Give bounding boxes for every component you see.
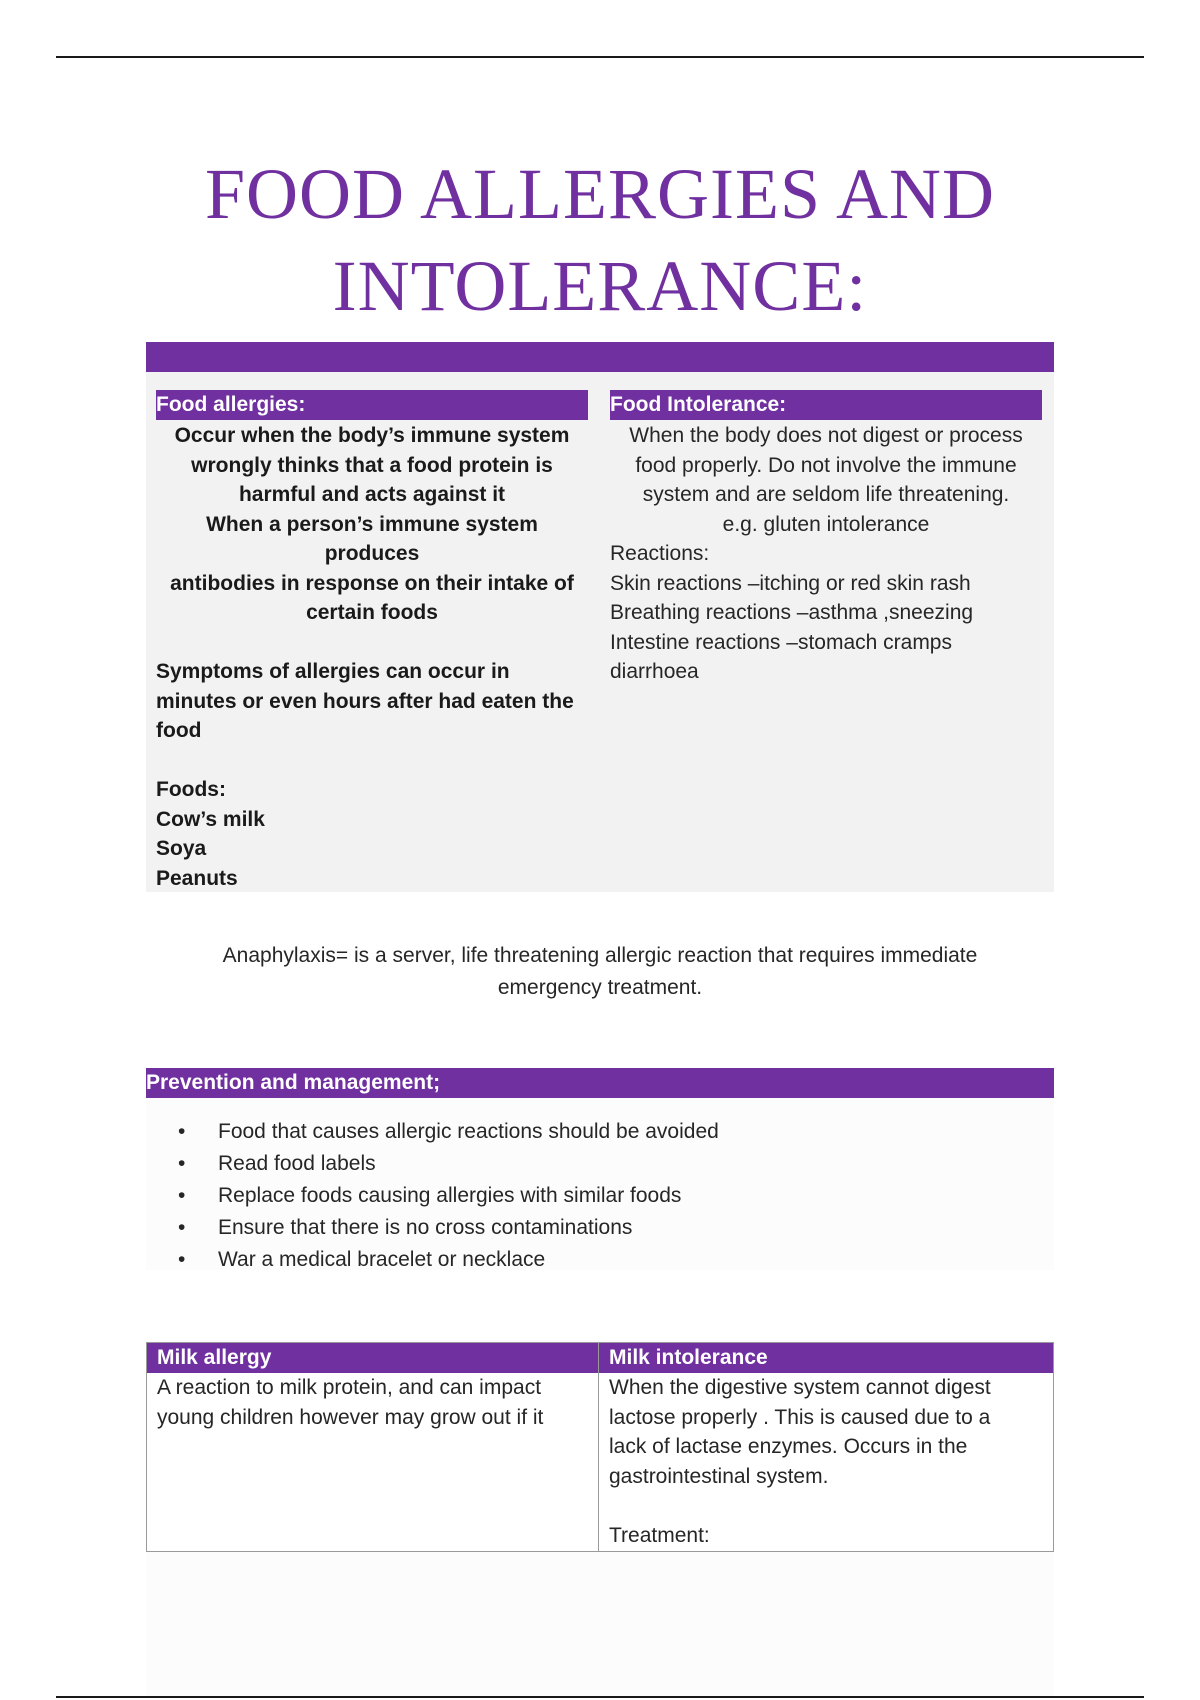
bullet-icon: • bbox=[178, 1152, 186, 1175]
milk-intolerance-line: lactose properly . This is caused due to a bbox=[609, 1405, 991, 1429]
milk-intolerance-cell bbox=[599, 1343, 1053, 1551]
prevention-header: Prevention and management; bbox=[146, 1068, 1054, 1098]
allergies-intro-line: harmful and acts against it bbox=[238, 483, 506, 506]
list-item bbox=[146, 1180, 1054, 1212]
allergies-foods bbox=[156, 775, 588, 893]
anaphylaxis-line: emergency treatment. bbox=[497, 976, 703, 999]
list-item-text: War a medical bracelet or necklace bbox=[218, 1248, 546, 1271]
bottom-rule bbox=[56, 1696, 1144, 1698]
prevention-list bbox=[146, 1116, 1054, 1276]
intolerance-intro-line: e.g. gluten intolerance bbox=[722, 512, 930, 536]
milk-allergy-line: young children however may grow out if it bbox=[157, 1405, 544, 1429]
anaphylaxis-definition bbox=[146, 940, 1054, 1004]
intolerance-intro-line: When the body does not digest or process bbox=[629, 424, 1023, 447]
title-line-2: INTOLERANCE: bbox=[332, 246, 868, 326]
reactions-label: Reactions: bbox=[610, 542, 710, 565]
list-item bbox=[146, 1148, 1054, 1180]
food-item: Soya bbox=[156, 837, 207, 860]
allergies-definition bbox=[156, 510, 588, 628]
milk-intolerance-body bbox=[599, 1373, 1053, 1550]
allergies-definition-line: antibodies in response on their intake of bbox=[170, 571, 574, 595]
allergies-intro-line: Occur when the body’s immune system bbox=[174, 424, 570, 447]
food-item: Cow’s milk bbox=[156, 807, 265, 831]
milk-intolerance-line: lack of lactase enzymes. Occurs in the bbox=[609, 1435, 968, 1458]
milk-allergy-cell bbox=[147, 1343, 599, 1551]
blank-area bbox=[146, 1552, 1054, 1696]
list-item bbox=[146, 1116, 1054, 1148]
allergies-definition-line: certain foods bbox=[306, 601, 438, 624]
prevention-section bbox=[146, 1098, 1054, 1270]
intolerance-intro bbox=[610, 421, 1042, 539]
comparison-panel bbox=[146, 372, 1054, 892]
allergies-symptoms bbox=[156, 657, 588, 746]
allergies-symptoms-line: minutes or even hours after had eaten the bbox=[156, 689, 574, 713]
milk-allergy-line: A reaction to milk protein, and can impact bbox=[157, 1376, 542, 1399]
milk-allergy-body bbox=[147, 1373, 598, 1432]
reaction-item: Breathing reactions –asthma ,sneezing bbox=[610, 601, 974, 624]
allergies-definition-line: When a person’s immune system produces bbox=[206, 512, 538, 565]
list-item-text: Food that causes allergic reactions should be avoided bbox=[218, 1120, 719, 1143]
intolerance-column bbox=[610, 390, 1042, 687]
milk-comparison-table bbox=[146, 1342, 1054, 1552]
title-line-1: FOOD ALLERGIES AND bbox=[204, 154, 996, 234]
accent-band bbox=[146, 342, 1054, 372]
bullet-icon: • bbox=[178, 1248, 186, 1271]
list-item-text: Ensure that there is no cross contaminations bbox=[218, 1216, 633, 1239]
milk-intolerance-line: When the digestive system cannot digest bbox=[609, 1376, 991, 1399]
milk-intolerance-line: gastrointestinal system. bbox=[609, 1464, 829, 1488]
milk-allergy-header: Milk allergy bbox=[147, 1343, 598, 1373]
reaction-item: Skin reactions –itching or red skin rash bbox=[610, 571, 971, 595]
list-item-text: Read food labels bbox=[218, 1152, 376, 1175]
bullet-icon: • bbox=[178, 1184, 186, 1207]
anaphylaxis-line: Anaphylaxis= is a server, life threatening allergic reaction that requires immediate bbox=[222, 944, 978, 967]
intolerance-intro-line: food properly. Do not involve the immune bbox=[635, 453, 1017, 477]
allergies-symptoms-line: food bbox=[156, 719, 202, 742]
intolerance-header: Food Intolerance: bbox=[610, 390, 1042, 420]
list-item-text: Replace foods causing allergies with similar foods bbox=[218, 1184, 682, 1207]
page-title bbox=[146, 148, 1054, 332]
allergies-column bbox=[156, 390, 588, 893]
intolerance-intro-line: system and are seldom life threatening. bbox=[642, 483, 1010, 506]
intolerance-reactions bbox=[610, 539, 1042, 687]
treatment-label: Treatment: bbox=[609, 1523, 710, 1547]
food-item: Peanuts bbox=[156, 866, 238, 890]
bullet-icon: • bbox=[178, 1120, 186, 1143]
allergies-intro-line: wrongly thinks that a food protein is bbox=[191, 453, 553, 477]
foods-label: Foods: bbox=[156, 778, 226, 801]
bullet-icon: • bbox=[178, 1216, 186, 1239]
allergies-header: Food allergies: bbox=[156, 390, 588, 420]
allergies-intro bbox=[156, 421, 588, 510]
top-rule bbox=[56, 56, 1144, 58]
allergies-symptoms-line: Symptoms of allergies can occur in bbox=[156, 660, 510, 683]
list-item bbox=[146, 1244, 1054, 1276]
reaction-item: Intestine reactions –stomach cramps bbox=[610, 630, 952, 654]
list-item bbox=[146, 1212, 1054, 1244]
milk-intolerance-header: Milk intolerance bbox=[599, 1343, 1053, 1373]
reaction-item: diarrhoea bbox=[610, 660, 699, 683]
